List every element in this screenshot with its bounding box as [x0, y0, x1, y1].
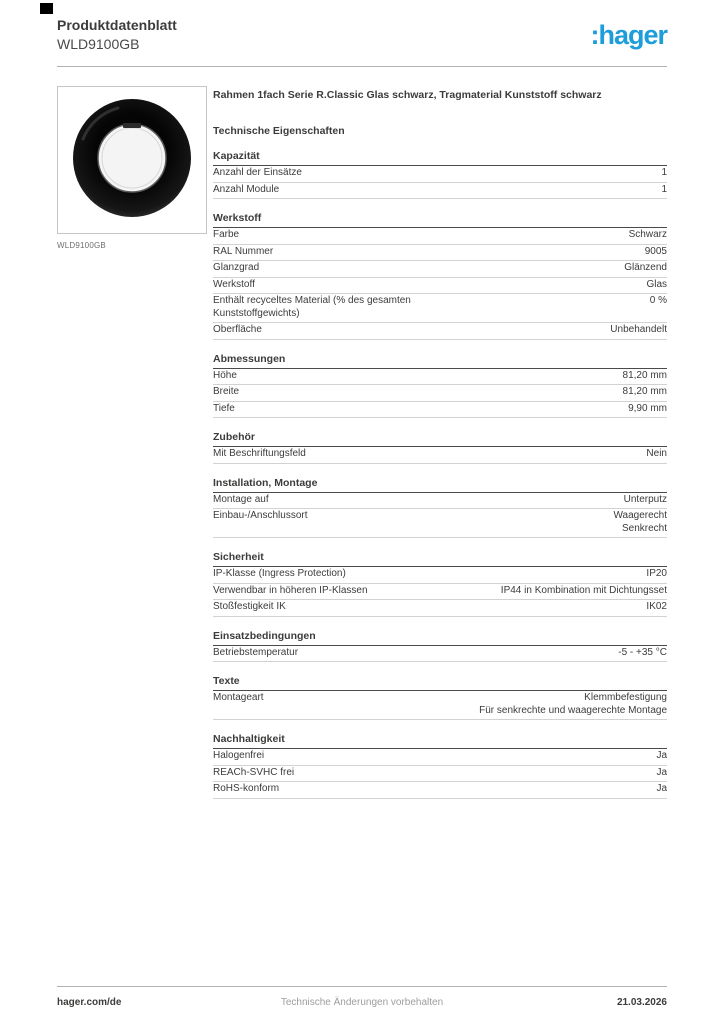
spec-group-heading: Zubehör — [213, 431, 667, 447]
spec-row-value: IP44 in Kombination mit Dichtungsset — [500, 584, 667, 596]
spec-group — [213, 212, 667, 340]
spec-row — [213, 245, 667, 262]
spec-row-value: 9,90 mm — [628, 402, 667, 414]
spec-group-heading: Werkstoff — [213, 212, 667, 228]
spec-group-heading: Kapazität — [213, 150, 667, 166]
spec-row-value: Ja — [656, 750, 667, 762]
spec-row — [213, 294, 667, 323]
spec-row — [213, 261, 667, 278]
spec-row-value: 1 — [661, 183, 667, 195]
spec-row-label: Oberfläche — [213, 324, 262, 336]
spec-row-value: 81,20 mm — [622, 386, 667, 398]
spec-group — [213, 551, 667, 617]
spec-row-label: Breite — [213, 386, 240, 398]
spec-row — [213, 166, 667, 183]
spec-row-label: Tiefe — [213, 402, 235, 414]
product-image-column — [57, 86, 207, 250]
spec-row-label: Anzahl der Einsätze — [213, 167, 302, 179]
spec-group — [213, 477, 667, 539]
spec-row — [213, 584, 667, 601]
spec-row-label: IP-Klasse (Ingress Protection) — [213, 568, 346, 580]
spec-row — [213, 567, 667, 584]
spec-row — [213, 509, 667, 538]
product-image — [57, 86, 207, 234]
spec-group — [213, 675, 667, 720]
spec-row-label: REACh-SVHC frei — [213, 766, 295, 778]
spec-row-value: Ja — [656, 783, 667, 795]
spec-row-label: Enthält recyceltes Material (% des gesamten Kunststoffgewichts) — [213, 295, 411, 319]
spec-group — [213, 733, 667, 799]
spec-row — [213, 323, 667, 340]
spec-row-value: Nein — [646, 448, 667, 460]
spec-row — [213, 766, 667, 783]
spec-row — [213, 369, 667, 386]
product-image-caption: WLD9100GB — [57, 240, 106, 250]
spec-row-value: 81,20 mm — [622, 369, 667, 381]
spec-row — [213, 600, 667, 617]
footer-website: hager.com/de — [57, 997, 122, 1008]
spec-row-label: Verwendbar in höheren IP-Klassen — [213, 584, 368, 596]
spec-group-heading: Nachhaltigkeit — [213, 733, 667, 749]
spec-content-column — [213, 86, 667, 799]
page-footer — [57, 986, 667, 1008]
spec-row — [213, 691, 667, 720]
spec-group — [213, 353, 667, 419]
spec-row-value: IK02 — [646, 601, 667, 613]
spec-row-value: Glas — [646, 278, 667, 290]
spec-row — [213, 183, 667, 200]
spec-row-value: Unterputz — [623, 493, 667, 505]
spec-group — [213, 431, 667, 464]
spec-row-label: Anzahl Module — [213, 183, 280, 195]
spec-row — [213, 749, 667, 766]
spec-group-heading: Texte — [213, 675, 667, 691]
section-title: Technische Eigenschaften — [213, 125, 345, 138]
spec-row-label: Stoßfestigkeit IK — [213, 601, 286, 613]
spec-row — [213, 228, 667, 245]
spec-row-value: Waagerecht Senkrecht — [613, 510, 667, 534]
spec-row — [213, 447, 667, 464]
spec-row-value: 0 % — [649, 295, 667, 307]
spec-row-label: Werkstoff — [213, 278, 255, 290]
product-title: Rahmen 1fach Serie R.Classic Glas schwarz, Tragmaterial Kunststoff schwarz — [213, 88, 602, 101]
spec-group-heading: Abmessungen — [213, 353, 667, 369]
spec-row-label: Montage auf — [213, 493, 269, 505]
spec-row-label: Mit Beschriftungsfeld — [213, 448, 306, 460]
spec-row-value: Unbehandelt — [610, 324, 667, 336]
spec-row-label: Einbau-/Anschlussort — [213, 510, 308, 522]
spec-row — [213, 493, 667, 510]
spec-row-value: Klemmbefestigung Für senkrechte und waagerechte Montage — [479, 692, 667, 716]
spec-row-value: Glänzend — [624, 262, 667, 274]
spec-row-value: 9005 — [644, 245, 667, 257]
spec-row — [213, 385, 667, 402]
spec-group-heading: Einsatzbedingungen — [213, 630, 667, 646]
footer-disclaimer: Technische Änderungen vorbehalten — [280, 997, 444, 1008]
main-content — [0, 67, 724, 799]
spec-row — [213, 646, 667, 663]
spec-row-value: IP20 — [646, 568, 667, 580]
spec-group — [213, 630, 667, 663]
spec-group-heading: Installation, Montage — [213, 477, 667, 493]
spec-row — [213, 278, 667, 295]
spec-row-value: -5 - +35 °C — [618, 646, 667, 658]
document-type-title: Produktdatenblatt — [57, 17, 177, 33]
spec-row-label: Farbe — [213, 229, 240, 241]
spec-row-value: Schwarz — [628, 229, 667, 241]
spec-row-value: 1 — [661, 167, 667, 179]
product-code: WLD9100GB — [57, 35, 140, 52]
spec-row — [213, 782, 667, 799]
spec-group — [213, 150, 667, 199]
spec-row-label: Höhe — [213, 369, 237, 381]
spec-row-label: RAL Nummer — [213, 245, 274, 257]
page-header — [0, 0, 724, 53]
spec-row-label: Betriebstemperatur — [213, 646, 299, 658]
spec-row-label: RoHS-konform — [213, 783, 280, 795]
hager-logo: :hager — [590, 20, 667, 50]
spec-groups — [213, 150, 667, 799]
spec-row-label: Montageart — [213, 692, 264, 704]
footer-date: 21.03.2026 — [616, 997, 667, 1008]
round-frame-illustration — [58, 87, 206, 233]
print-corner-mark — [40, 3, 53, 14]
spec-row-label: Halogenfrei — [213, 750, 265, 762]
spec-group-heading: Sicherheit — [213, 551, 667, 567]
header-titles — [57, 17, 177, 53]
spec-row-value: Ja — [656, 766, 667, 778]
spec-row-label: Glanzgrad — [213, 262, 260, 274]
spec-row — [213, 402, 667, 419]
